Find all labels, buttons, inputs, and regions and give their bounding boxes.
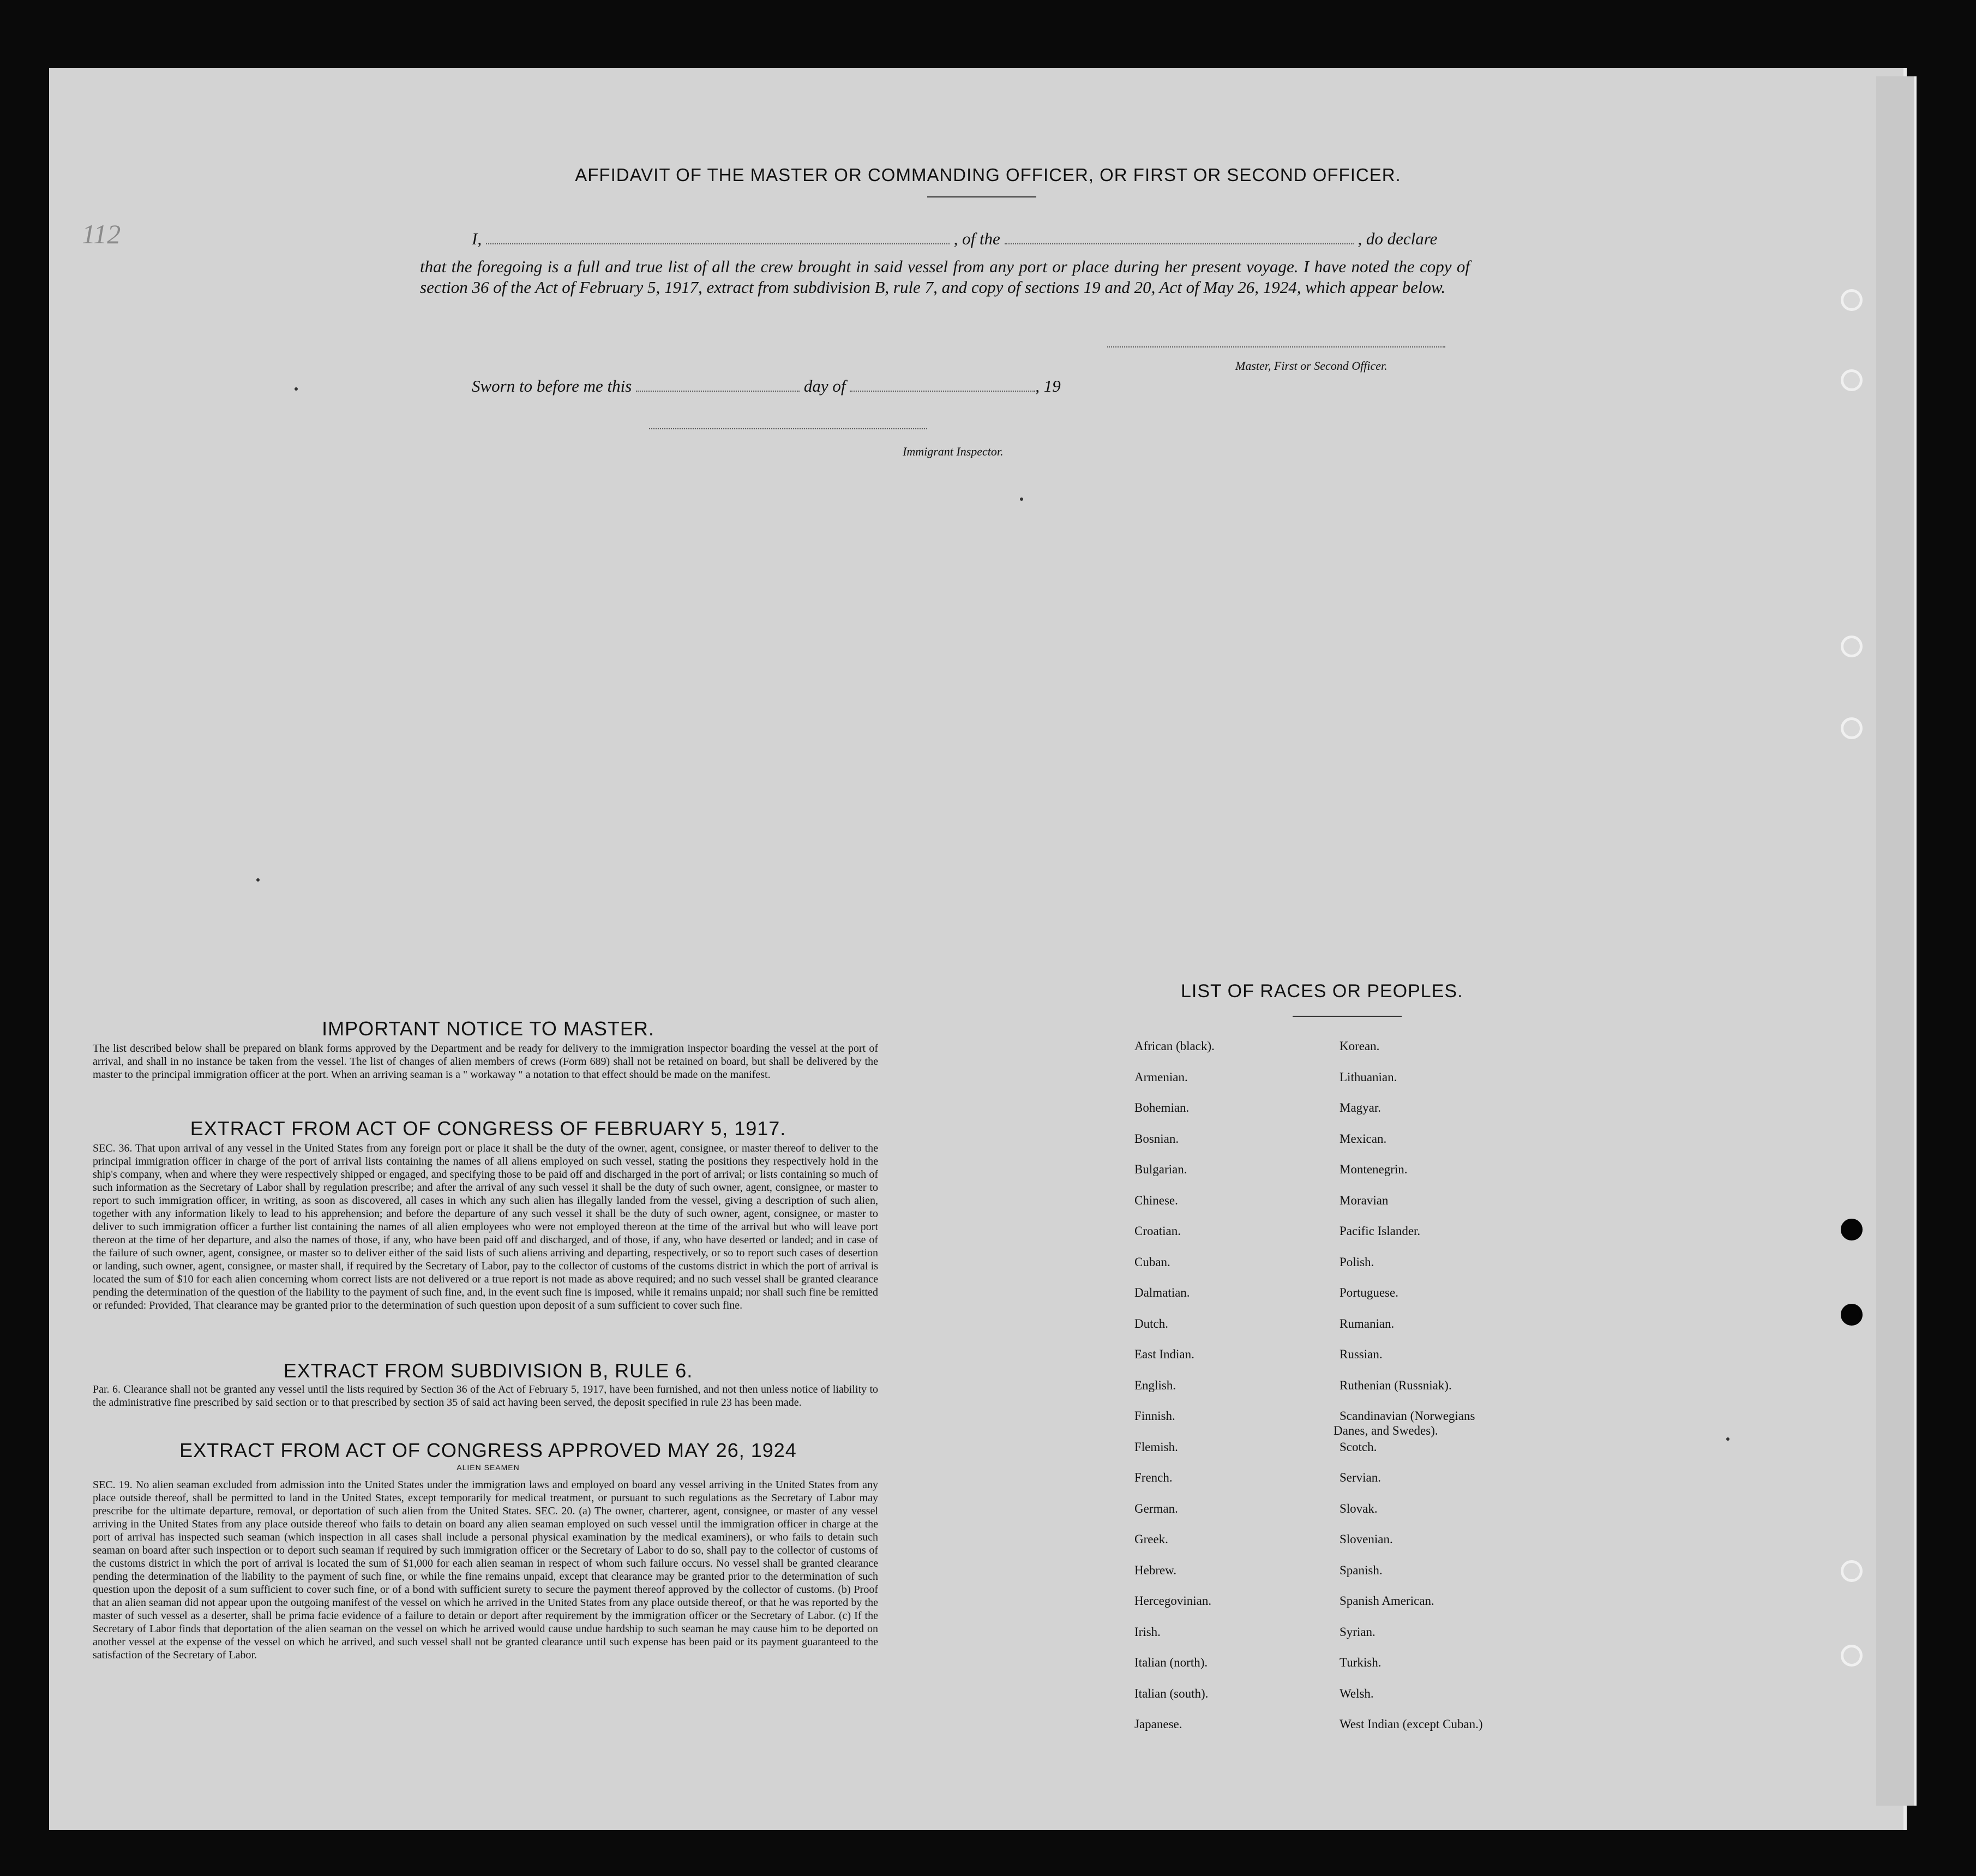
race-item: Cuban. bbox=[1134, 1255, 1170, 1269]
race-item: Mexican. bbox=[1340, 1131, 1387, 1146]
notice-text: The list described below shall be prepared on blank forms approved by the Department and be ready for delivery to the immigration inspector boarding the vessel at the port of arrival, and shall in no instance be taken from the vessel. The list of changes of alien members of crews (Form 689) shall not be retained on board, but shall be delivered by the master to the principal immigration officer at the port. When an arriving seaman is a " workaway " a notation to that effect should be made on the manifest. bbox=[93, 1042, 878, 1081]
race-item: East Indian. bbox=[1134, 1347, 1194, 1361]
race-item: Japanese. bbox=[1134, 1717, 1182, 1731]
race-item: Portuguese. bbox=[1340, 1286, 1398, 1299]
punch-hole bbox=[1841, 636, 1863, 657]
race-item: Korean. bbox=[1340, 1039, 1380, 1053]
punch-hole bbox=[1841, 1219, 1863, 1240]
race-item: Lithuanian. bbox=[1340, 1070, 1397, 1084]
affidavit-declaration-line bbox=[472, 229, 1470, 249]
punch-hole bbox=[1841, 289, 1863, 311]
race-item: Moravian bbox=[1340, 1193, 1389, 1207]
race-item: Slovak. bbox=[1340, 1501, 1378, 1515]
race-scandinavian-continued: Danes, and Swedes). bbox=[1334, 1424, 1438, 1437]
race-item: Irish. bbox=[1134, 1625, 1161, 1639]
master-signature-line[interactable] bbox=[1107, 346, 1445, 347]
race-item: Spanish. bbox=[1340, 1563, 1383, 1577]
master-signature-label: Master, First or Second Officer. bbox=[1235, 359, 1388, 373]
extract-1924-title: EXTRACT FROM ACT OF CONGRESS APPROVED MAY 26, 1924 bbox=[179, 1439, 797, 1461]
punch-hole bbox=[1841, 369, 1863, 391]
race-item: Ruthenian (Russniak). bbox=[1340, 1378, 1452, 1392]
race-item: Armenian. bbox=[1134, 1070, 1188, 1084]
race-item: Flemish. bbox=[1134, 1440, 1178, 1454]
race-item: Bohemian. bbox=[1134, 1101, 1190, 1114]
punch-hole bbox=[1841, 1304, 1863, 1326]
affidavit-declare: , do declare bbox=[1358, 229, 1438, 248]
sworn-day-field[interactable] bbox=[636, 391, 800, 392]
race-item: Montenegrin. bbox=[1340, 1162, 1408, 1176]
affidavit-title-rule bbox=[927, 196, 1036, 197]
sworn-label: Sworn to before me this bbox=[472, 376, 632, 395]
subdivision-text: Par. 6. Clearance shall not be granted any vessel until the lists required by Section 36 of the Act of February 5, 1917, have been furnished, and not then unless notice of liability to the administrative fine prescribed by said section or to that prescribed by section 35 of said act having been served, the deposit specified in rule 23 has been made. bbox=[93, 1383, 878, 1409]
extract-1924-subtitle: ALIEN SEAMEN bbox=[457, 1463, 520, 1472]
race-item: English. bbox=[1134, 1378, 1176, 1392]
affidavit-body: that the foregoing is a full and true list of all the crew brought in said vessel from any port or place during her present voyage. I have noted the copy of section 36 of the Act of February 5, 1917, extract from subdivision B, rule 7, and copy of sections 19 and 20, Act of May 26, 1924, which appear below. bbox=[420, 257, 1470, 297]
stray-mark bbox=[1020, 498, 1023, 501]
race-item: Dalmatian. bbox=[1134, 1286, 1190, 1299]
inspector-signature-line[interactable] bbox=[649, 428, 927, 429]
sworn-line bbox=[472, 376, 1154, 396]
race-item: Croatian. bbox=[1134, 1224, 1181, 1238]
race-item: Italian (south). bbox=[1134, 1686, 1209, 1700]
race-item: Pacific Islander. bbox=[1340, 1224, 1421, 1238]
year-label: , 19 bbox=[1035, 376, 1061, 395]
margin-number: 112 bbox=[82, 219, 121, 249]
race-item: Finnish. bbox=[1134, 1409, 1175, 1423]
affidavit-title: AFFIDAVIT OF THE MASTER OR COMMANDING OFFICER, OR FIRST OR SECOND OFFICER. bbox=[575, 165, 1401, 185]
stray-mark bbox=[1726, 1437, 1729, 1441]
underlying-sheet-edge bbox=[1876, 76, 1917, 1806]
race-item: Welsh. bbox=[1340, 1686, 1374, 1700]
stray-mark bbox=[256, 878, 260, 882]
subdivision-title: EXTRACT FROM SUBDIVISION B, RULE 6. bbox=[283, 1359, 693, 1382]
notice-title: IMPORTANT NOTICE TO MASTER. bbox=[322, 1017, 654, 1040]
race-item: Bulgarian. bbox=[1134, 1162, 1187, 1176]
race-item: Servian. bbox=[1340, 1471, 1382, 1484]
punch-hole bbox=[1841, 1645, 1863, 1667]
race-item: Turkish. bbox=[1340, 1656, 1382, 1669]
race-item: Italian (north). bbox=[1134, 1656, 1208, 1669]
affidavit-i: I, bbox=[472, 229, 482, 248]
punch-hole bbox=[1841, 717, 1863, 739]
race-item: Slovenian. bbox=[1340, 1532, 1393, 1546]
race-item: Magyar. bbox=[1340, 1101, 1382, 1114]
extract-1917-text: SEC. 36. That upon arrival of any vessel in the United States from any foreign port or place it shall be the duty of the owner, agent, consignee, or master thereof to deliver to the principal immigration officer in charge of the port of arrival lists containing the names of all aliens employed on such vessel, stating the positions they respectively hold in the ship's company, when and where they were respectively shipped or engaged, and specifying those to be paid off and discharged in the port of arrival; or lists containing so much of such information as the Secretary of Labor shall by regulation prescribe; and after the arrival of any such vessel it shall be the duty of such owner, agent, consignee, or master to report to such immigration officer, in writing, as soon as discovered, all cases in which any such alien has illegally landed from the vessel, giving a description of such alien, together with any information likely to lead to his apprehension; and before the departure of any such vessel it shall be the duty of such owner, agent, consignee, or master to deliver to such immigration officer a further list containing the names of all alien employees who were not employed thereon at the time of the arrival but who will leave port thereon at the time of her departure, and also the names of those, if any, who have been paid off and discharged, and of those, if any, who have deserted or landed; and in case of the failure of such owner, agent, consignee, or master so to deliver either of the said lists of such aliens arriving and departing, respectively, or so to report such cases of desertion or landing, such owner, agent, consignee, or master shall, if required by the Secretary of Labor, pay to the collector of customs of the customs district in which the port of arrival is located the sum of $10 for each alien concerning whom correct lists are not delivered or a true report is not made as above required; and no such vessel shall be granted clearance pending the determination of the question of the liability to the payment of such fine, and, in the event such fine is imposed, while it remains unpaid; nor shall such fine be remitted or refunded: Provided, That clearance may be granted prior to the determination of such question upon deposit of a sum sufficient to cover such fine. bbox=[93, 1142, 878, 1311]
race-item: Bosnian. bbox=[1134, 1131, 1179, 1146]
races-title-rule bbox=[1293, 1016, 1402, 1017]
races-title: LIST OF RACES OR PEOPLES. bbox=[1181, 981, 1463, 1002]
extract-1924-text: SEC. 19. No alien seaman excluded from admission into the United States under the immigration laws and employed on board any vessel arriving in the United States from any place outside thereof, shall be permitted to land in the United States, except temporarily for medical treatment, or pursuant to such regulations as the Secretary of Labor may prescribe for the ultimate departure, removal, or deportation of such alien from the United States. SEC. 20. (a) The owner, charterer, agent, consignee, or master of any vessel arriving in the United States from any place outside thereof who fails to detain on board any alien seaman employed on such vessel until the immigration officer in charge at the port of arrival has inspected such seaman (which inspection in all cases shall include a personal physical examination by the medical examiners), or who fails to detain such seaman on board after such inspection or to deport such seaman if required by such immigration officer or the Secretary of Labor to do so, shall pay to the collector of customs of the customs district in which the port of arrival is located the sum of $1,000 for each alien seaman in respect of whom such failure occurs. No vessel shall be granted clearance pending the determination of the liability to the payment of such fine, or while the fine remains unpaid, except that clearance may be granted prior to the determination of such question upon the deposit of a sum sufficient to cover such fine, or of a bond with sufficient surety to secure the payment thereof approved by the collector of customs. (b) Proof that an alien seaman did not appear upon the outgoing manifest of the vessel on which he arrived in the United States from any place outside thereof, or that he was reported by the master of such vessel as a deserter, shall be prima facie evidence of a failure to detain or deport after requirement by the immigration officer or the Secretary of Labor. (c) If the Secretary of Labor finds that deportation of the alien seaman on the vessel on which he arrived would cause undue hardship to such seaman he may cause him to be deported on another vessel at the expense of the vessel on which he arrived, and such vessel shall not be granted clearance until such expense has been paid or its payment guaranteed to the satisfaction of the Secretary of Labor. bbox=[93, 1479, 878, 1661]
race-item: Polish. bbox=[1340, 1255, 1374, 1269]
race-item: Hercegovinian. bbox=[1134, 1594, 1212, 1608]
race-item: Spanish American. bbox=[1340, 1594, 1434, 1608]
race-item: Hebrew. bbox=[1134, 1563, 1177, 1577]
vessel-field[interactable] bbox=[1005, 243, 1354, 244]
race-item: Greek. bbox=[1134, 1532, 1168, 1546]
race-item: Russian. bbox=[1340, 1347, 1383, 1361]
race-item: African (black). bbox=[1134, 1039, 1215, 1053]
day-of-label: day of bbox=[803, 376, 846, 395]
race-item: West Indian (except Cuban.) bbox=[1340, 1717, 1483, 1731]
extract-1917-title: EXTRACT FROM ACT OF CONGRESS OF FEBRUARY 5, 1917. bbox=[190, 1117, 786, 1140]
inspector-label: Immigrant Inspector. bbox=[903, 445, 1004, 458]
race-item: Scandinavian (Norwegians bbox=[1340, 1409, 1475, 1423]
race-item: Rumanian. bbox=[1340, 1316, 1395, 1330]
affidavit-of-the: , of the bbox=[953, 229, 1000, 248]
stray-mark bbox=[295, 387, 298, 391]
name-field[interactable] bbox=[486, 243, 950, 244]
race-item: Scotch. bbox=[1340, 1440, 1377, 1454]
punch-hole bbox=[1841, 1560, 1863, 1582]
race-item: French. bbox=[1134, 1471, 1173, 1484]
race-item: Syrian. bbox=[1340, 1625, 1376, 1639]
race-item: Chinese. bbox=[1134, 1193, 1178, 1207]
sworn-month-field[interactable] bbox=[850, 391, 1035, 392]
race-item: German. bbox=[1134, 1501, 1178, 1515]
race-item: Dutch. bbox=[1134, 1316, 1168, 1330]
